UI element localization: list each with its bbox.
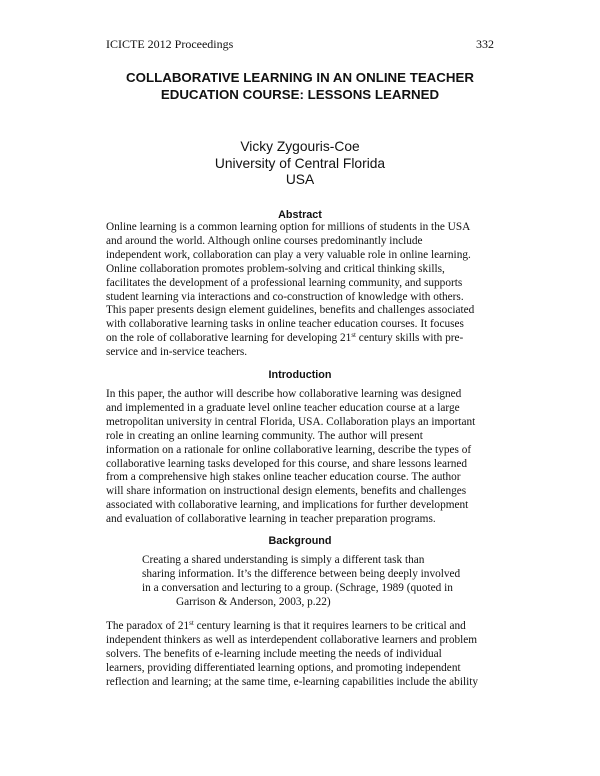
abstract-line: This paper presents design element guidelines, benefits and challenges associated (106, 304, 475, 317)
abstract-heading: Abstract (278, 209, 322, 221)
abstract-line-9-end: century skills with pre- (355, 332, 464, 345)
introduction-line: information on a rationale for online collaborative learning, describe the types of (106, 443, 472, 456)
quote-line: in a conversation and lecturing to a group. (Schrage, 1989 (quoted in (142, 581, 453, 594)
background-line: solvers. The benefits of e-learning include meeting the needs of individual (106, 647, 442, 660)
abstract-body (106, 221, 508, 360)
introduction-line: and implemented in a graduate level online teacher education course at a large (106, 401, 460, 414)
block-quote (142, 554, 462, 610)
quote-line: sharing information. It’s the difference between being deeply involved (142, 567, 461, 580)
abstract-line: and around the world. Although online courses predominantly include (106, 234, 423, 247)
page-number: 332 (476, 37, 494, 51)
running-header (106, 37, 494, 52)
introduction-line: role in creating an online learning community. The author will present (106, 429, 423, 442)
introduction-body (106, 388, 508, 527)
quote-line: Creating a shared understanding is simply a different task than (142, 554, 425, 566)
abstract-line: independent work, collaboration can play a very valuable role in online learning. (106, 248, 471, 261)
abstract-line-9-start: on the role of collaborative learning for developing 21 (106, 332, 352, 345)
introduction-line: and evaluation of collaborative learning in teacher preparation programs. (106, 513, 436, 526)
introduction-line: associated with collaborative learning, and implications for further development (106, 499, 469, 512)
background-line: independent thinkers as well as interdependent collaborative learners and problem (106, 633, 478, 646)
abstract-line: Online learning is a common learning option for millions of students in the USA (106, 221, 471, 233)
superscript-st: st (189, 619, 194, 627)
author-country: USA (285, 172, 315, 187)
abstract-line (106, 332, 508, 346)
introduction-line: metropolitan university in central Florida, USA. Collaboration plays an important (106, 415, 476, 428)
paper-title (90, 70, 510, 103)
background-heading: Background (268, 535, 332, 547)
introduction-line: will share information on instructional design elements, benefits and challenges (106, 485, 467, 498)
background-line: learners, providing differentiated learning options, and promoting independent (106, 661, 461, 674)
introduction-line: collaborative learning tasks developed for this course, and share lessons learned (106, 457, 468, 470)
title-line-1: COLLABORATIVE LEARNING IN AN ONLINE TEACHER (126, 70, 474, 85)
background-line-1-start: The paradox of 21 (106, 620, 190, 632)
abstract-line: service and in-service teachers. (106, 346, 248, 359)
background-body (106, 620, 508, 690)
quote-citation: Garrison & Anderson, 2003, p.22) (176, 595, 331, 608)
superscript-st: st (351, 331, 356, 340)
proceedings-name: ICICTE 2012 Proceedings (106, 37, 234, 51)
author-name: Vicky Zygouris-Coe (240, 139, 360, 154)
introduction-heading: Introduction (268, 369, 332, 381)
abstract-line: with collaborative learning tasks in online teacher education courses. It focuses (106, 318, 464, 331)
abstract-line: Online collaboration promotes problem-solving and critical thinking skills, (106, 262, 445, 275)
author-affiliation: University of Central Florida (214, 155, 386, 171)
author-block (106, 139, 494, 189)
title-line-2: EDUCATION COURSE: LESSONS LEARNED (160, 86, 440, 102)
background-line-1-end: century learning is that it requires learners to be critical and (193, 620, 466, 632)
abstract-line: student learning via interactions and co-construction of knowledge with others. (106, 290, 464, 303)
introduction-line: In this paper, the author will describe how collaborative learning was designed (106, 388, 462, 400)
background-line (106, 620, 508, 634)
background-line: reflection and learning; at the same time, e-learning capabilities include the ability (106, 675, 479, 688)
introduction-line: from a comprehensive high stakes online teacher education course. The author (106, 471, 461, 484)
abstract-line: facilitates the development of a professional learning community, and supports (106, 276, 463, 289)
